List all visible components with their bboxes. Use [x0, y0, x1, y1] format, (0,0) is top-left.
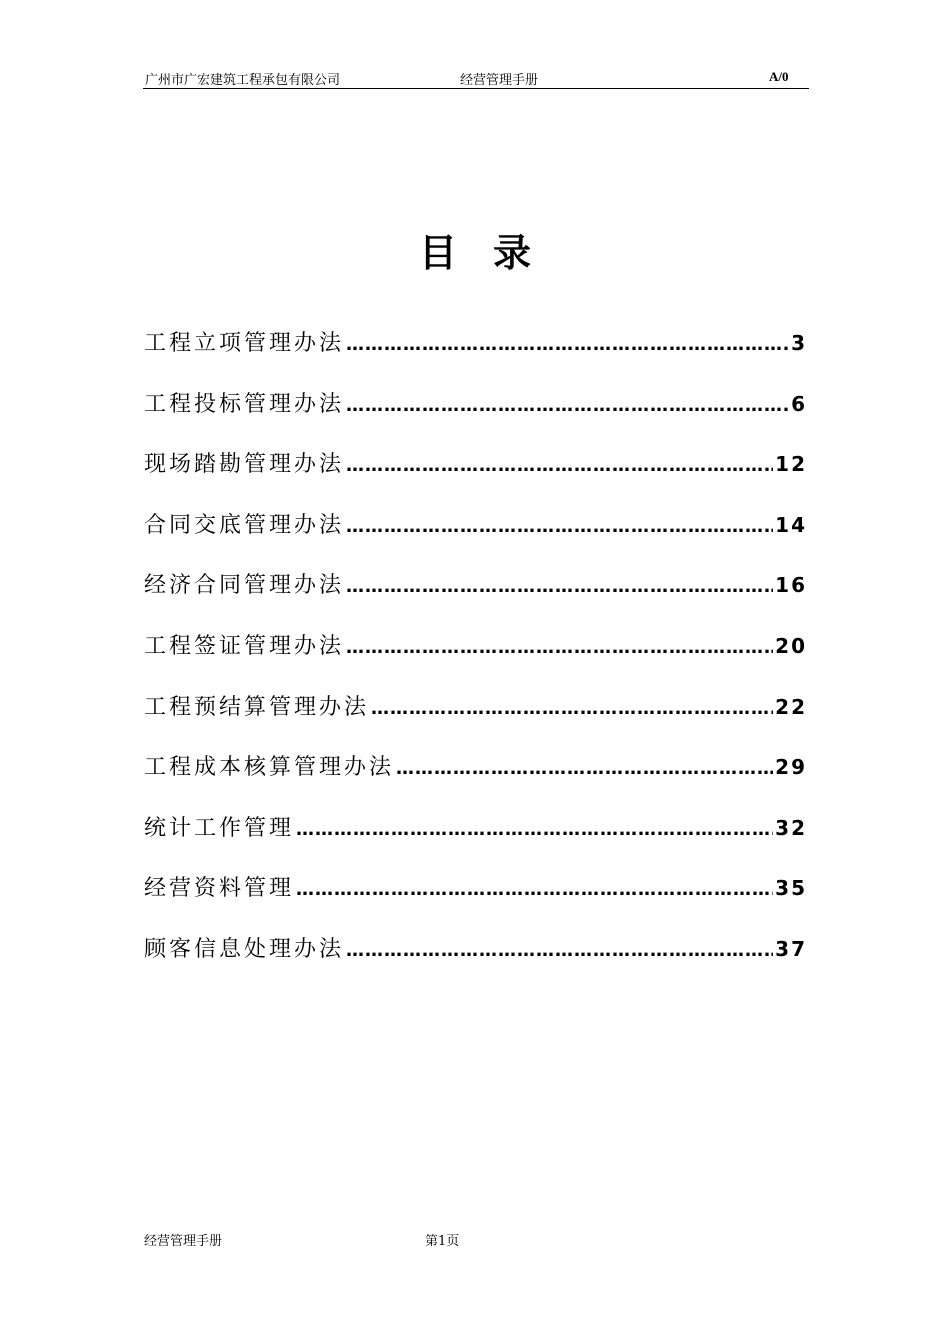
- toc-entry[interactable]: [144, 387, 807, 448]
- toc-dot-leader: [346, 455, 773, 476]
- toc-dot-leader: [296, 819, 773, 840]
- toc-entry-label: 统计工作管理: [144, 815, 295, 841]
- footer-manual-title: 经营管理手册: [144, 1234, 223, 1249]
- toc-entry[interactable]: [144, 326, 807, 387]
- toc-title: 目录: [418, 231, 567, 275]
- toc-entry-page: 22: [775, 694, 807, 719]
- toc-dot-leader: [396, 758, 773, 779]
- toc-entry-page: 37: [775, 936, 807, 961]
- toc-entry[interactable]: [144, 811, 807, 872]
- footer-page-number: 第1页: [425, 1234, 460, 1249]
- toc-entry-page: 12: [775, 452, 807, 477]
- toc-entry[interactable]: [144, 568, 807, 629]
- toc-dot-leader: [346, 576, 773, 597]
- toc-entry-label: 经营资料管理: [144, 876, 295, 902]
- toc-entry-label: 工程预结算管理办法: [144, 694, 370, 720]
- toc-dot-leader: [296, 879, 773, 900]
- toc-entry[interactable]: [144, 932, 807, 993]
- toc-entry-label: 工程立项管理办法: [144, 331, 345, 356]
- toc-entry[interactable]: [144, 871, 807, 932]
- toc-entry[interactable]: [144, 508, 807, 569]
- toc-entry[interactable]: [144, 447, 807, 508]
- toc-entry[interactable]: [144, 750, 807, 811]
- toc-dot-leader: [346, 516, 773, 537]
- header-company-name: 广州市广宏建筑工程承包有限公司: [145, 73, 341, 88]
- toc-entry-page: 29: [775, 755, 807, 780]
- toc-entry-label: 经济合同管理办法: [144, 573, 345, 599]
- toc-entry[interactable]: [144, 690, 807, 751]
- toc-entry-page: 35: [775, 876, 807, 901]
- toc-entry-page: 16: [775, 573, 807, 598]
- toc-dot-leader: [346, 940, 773, 961]
- toc-entry-page: 3: [791, 331, 807, 355]
- toc-entry-page: 6: [791, 391, 807, 416]
- toc-entry[interactable]: [144, 629, 807, 690]
- toc-list: [144, 326, 807, 993]
- toc-dot-leader: [346, 637, 773, 658]
- toc-entry-label: 工程成本核算管理办法: [144, 755, 395, 781]
- header-revision: A/0: [769, 69, 789, 84]
- toc-entry-label: 合同交底管理办法: [144, 512, 345, 538]
- toc-entry-page: 20: [775, 633, 807, 658]
- toc-entry-label: 工程投标管理办法: [144, 391, 345, 417]
- toc-dot-leader: [371, 698, 773, 719]
- toc-dot-leader: [346, 334, 789, 355]
- toc-dot-leader: [346, 395, 789, 416]
- toc-entry-label: 现场踏勘管理办法: [144, 452, 345, 478]
- page-header: [143, 66, 809, 89]
- toc-entry-page: 32: [775, 815, 807, 840]
- toc-entry-label: 工程签证管理办法: [144, 633, 345, 659]
- header-manual-title: 经营管理手册: [460, 73, 539, 88]
- toc-entry-label: 顾客信息处理办法: [144, 936, 345, 962]
- toc-entry-page: 14: [775, 512, 807, 537]
